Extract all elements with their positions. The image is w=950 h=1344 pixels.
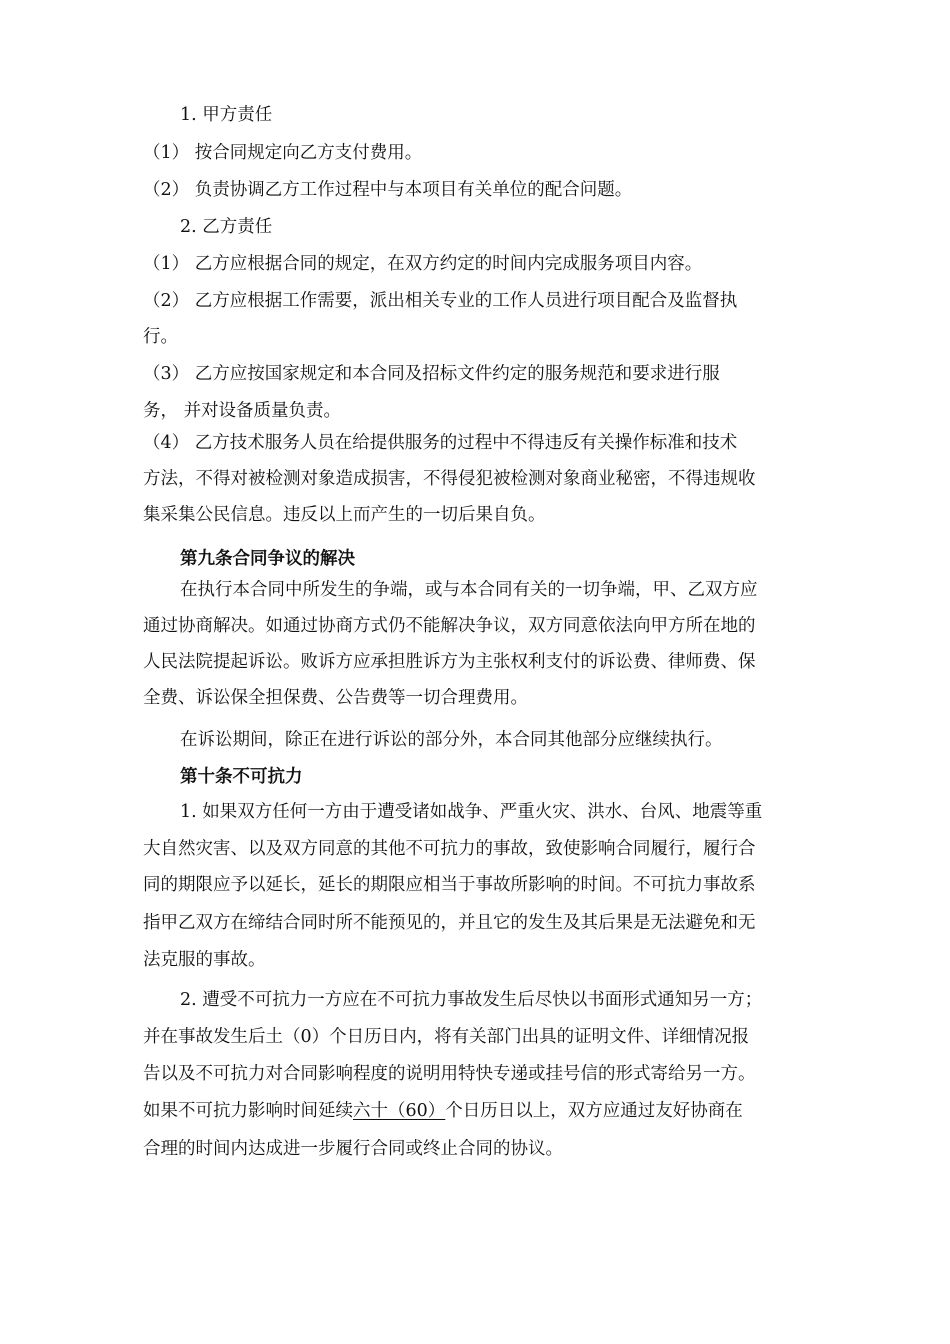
- article-9-para-2: 在诉讼期间，除正在进行诉讼的部分外，本合同其他部分应继续执行。: [180, 730, 723, 750]
- article-9-para-1-line-1: 在执行本合同中所发生的争端，或与本合同有关的一切争端，甲、乙双方应: [180, 580, 758, 600]
- article-9-para-1-line-2: 通过协商解决。如通过协商方式仍不能解决争议，双方同意依法向甲方所在地的: [143, 616, 756, 636]
- party-b-item-4-line-3: 集采集公民信息。违反以上而产生的一切后果自负。: [143, 505, 546, 525]
- article-10-para-1-line-2: 大自然灾害、以及双方同意的其他不可抗力的事故，致使影响合同履行，履行合: [143, 839, 756, 859]
- article-10-para-1-line-3: 同的期限应予以延长，延长的期限应相当于事故所影响的时间。不可抗力事故系: [143, 875, 756, 895]
- party-b-item-3-line-2: 务， 并对设备质量负责。: [143, 401, 342, 421]
- article-10-para-1-line-5: 法克服的事故。: [143, 950, 266, 970]
- party-b-item-3-line-1: （3） 乙方应按国家规定和本合同及招标文件约定的服务规范和要求进行服: [143, 364, 720, 384]
- article-9-para-1-line-3: 人民法院提起诉讼。败诉方应承担胜诉方为主张权利支付的诉讼费、律师费、保: [143, 652, 756, 672]
- party-b-item-2-line-1: （2） 乙方应根据工作需要，派出相关专业的工作人员进行项目配合及监督执: [143, 291, 738, 311]
- article-10-para-2-line-4-post: 个日历日以上，双方应通过友好协商在: [445, 1101, 743, 1121]
- party-b-item-4-line-1: （4） 乙方技术服务人员在给提供服务的过程中不得违反有关操作标准和技术: [143, 433, 738, 453]
- article-10-para-2-line-4: [143, 1099, 743, 1123]
- party-b-item-4-line-2: 方法，不得对被检测对象造成损害，不得侵犯被检测对象商业秘密，不得违规收: [143, 469, 756, 489]
- party-a-item-2: （2） 负责协调乙方工作过程中与本项目有关单位的配合问题。: [143, 180, 633, 200]
- party-b-item-2-line-2: 行。: [143, 327, 178, 347]
- article-10-para-2-line-2: 并在事故发生后土（0）个日历日内，将有关部门出具的证明文件、详细情况报: [143, 1027, 750, 1047]
- party-b-item-1: （1） 乙方应根据合同的规定，在双方约定的时间内完成服务项目内容。: [143, 254, 703, 274]
- article-10-para-1-line-4: 指甲乙双方在缔结合同时所不能预见的，并且它的发生及其后果是无法避免和无: [143, 913, 756, 933]
- article-10-para-1-line-1: 1. 如果双方任何一方由于遭受诸如战争、严重火灾、洪水、台风、地震等重: [180, 802, 763, 822]
- article-10-para-2-line-4-pre: 如果不可抗力影响时间延续: [143, 1101, 353, 1121]
- party-a-item-1: （1） 按合同规定向乙方支付费用。: [143, 143, 423, 163]
- article-10-para-2-line-1: 2. 遭受不可抗力一方应在不可抗力事故发生后尽快以书面形式通知另一方；: [180, 990, 763, 1010]
- article-10-para-2-line-3: 告以及不可抗力对合同影响程度的说明用特快专递或挂号信的形式寄给另一方。: [143, 1064, 756, 1084]
- article-9-title: 第九条合同争议的解决: [180, 549, 355, 569]
- party-a-title: 1. 甲方责任: [180, 105, 273, 125]
- article-10-underlined-period: 六十（60）: [353, 1101, 446, 1121]
- article-9-para-1-line-4: 全费、诉讼保全担保费、公告费等一切合理费用。: [143, 688, 528, 708]
- article-10-para-2-line-5: 合理的时间内达成进一步履行合同或终止合同的协议。: [143, 1139, 563, 1159]
- party-b-title: 2. 乙方责任: [180, 217, 273, 237]
- article-10-title: 第十条不可抗力: [180, 767, 303, 787]
